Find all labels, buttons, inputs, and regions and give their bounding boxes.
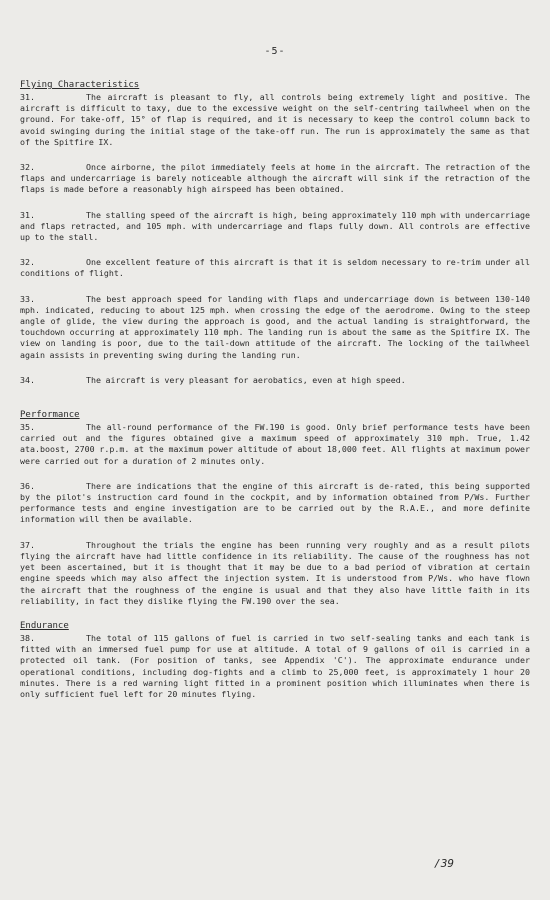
paragraph	[20, 375, 530, 386]
paragraph-text: The all-round performance of the FW.190 is good. Only brief performance tests have been carried out and the figures obtained give a maximum speed of approximately 310 mph. True, 1.42 ata.boost, 2700 r.p.m. at the maximum power altitude of about 18,000 feet. All flights at maximum power were carried out for a duration of 2 minutes only.	[20, 422, 530, 466]
paragraph-number: 37.	[20, 539, 35, 550]
paragraph-number: 31.	[20, 92, 35, 102]
section-heading: Performance	[20, 410, 80, 421]
paragraph-number: 38.	[20, 632, 35, 643]
paragraph-number: 35.	[20, 422, 35, 433]
paragraph-text: The total of 115 gallons of fuel is carried in two self-sealing tanks and each tank is fitted with an immersed fuel pump for use at altitude. A total of 9 gallons of oil is carried in a protected oil tank. (For position of tanks, see Appendix 'C'). The approximate endurance under operational conditions, including dog-fights and a climb to 25,000 feet, is approximately 1 hour 20 minutes. There is a red warning light fitted in a prominent position which illuminates when there is only sufficient fuel left for 20 minutes flying.	[20, 632, 530, 699]
paragraph-text: The best approach speed for landing with flaps and undercarriage down is between 130-140 mph. indicated, reducing to about 125 mph. when crossing the edge of the aerodrome. Owing to the steep angle of glide, the view during the approach is good, and the actual landing is straightforward, the touchdown occurring at approximately 110 mph. The landing run is about the same as the Spitfire IX. The view on landing is poor, due to the tail-down attitude of the aircraft. The locking of the tailwheel again assists in preventing swing during the landing run.	[20, 293, 530, 360]
paragraph	[20, 294, 530, 361]
paragraph	[20, 540, 530, 607]
paragraph-text: The aircraft is very pleasant for aerobatics, even at high speed.	[86, 374, 406, 385]
paragraph	[20, 481, 530, 526]
section-heading: Flying Characteristics	[20, 80, 140, 90]
paragraph-number: 32.	[20, 162, 35, 173]
paragraph-text: Throughout the trials the engine has been running very roughly and as a result pilots flying the aircraft have had little confidence in its reliability. The cause of the roughness has not yet been ascertained, but it is thought that it may be due to a bad period of vibration at certain engine speeds which may also affect the injection system. It is understood from P/Ws. who have flown the aircraft that the roughness of the engine is usual and that they also have little faith in its reliability, in fact they dislike flying the FW.190 over the sea.	[20, 539, 530, 606]
document-body	[20, 80, 530, 714]
paragraph	[20, 210, 530, 244]
paragraph	[20, 162, 530, 196]
paragraph-text: One excellent feature of this aircraft is that it is seldom necessary to re-trim under all conditions of flight.	[20, 257, 530, 279]
page-continuation-mark: /39	[434, 857, 454, 870]
paragraph-number: 32.	[20, 257, 35, 268]
page-number: -5-	[264, 46, 286, 57]
paragraph-text: There are indications that the engine of this aircraft is de-rated, this being supported by the pilot's instruction card found in the cockpit, and by information obtained from P/Ws. Further performance tests and engine investigation are to be carried out by the R.A.E., and more definite information will then be available.	[20, 480, 530, 525]
paragraph-number: 36.	[20, 480, 35, 491]
paragraph-number: 33.	[20, 293, 35, 304]
paragraph	[20, 92, 530, 148]
paragraph-text: The aircraft is pleasant to fly, all controls being extremely light and positive. The aircraft is difficult to taxy, due to the excessive weight on the self-centring tailwheel when on the ground. For take-off, 15° of flap is required, and it is necessary to keep the control column back to avoid swinging during the initial stage of the take-off run. The run is approximately the same as that of the Spitfire IX.	[20, 92, 530, 147]
paragraph-text: The stalling speed of the aircraft is high, being approximately 110 mph with undercarriage and flaps retracted, and 105 mph. with undercarriage and flaps fully down. All controls are effective up to the stall.	[20, 209, 530, 243]
paragraph-number: 31.	[20, 209, 35, 220]
paragraph-text: Once airborne, the pilot immediately feels at home in the aircraft. The retraction of the flaps and undercarriage is barely noticeable although the aircraft will sink if the retraction of the flaps is made before a reasonably high airspeed has been obtained.	[20, 162, 530, 195]
paragraph	[20, 422, 530, 467]
paragraph	[20, 257, 530, 279]
section-heading: Endurance	[20, 620, 69, 631]
paragraph-number: 34.	[20, 374, 35, 385]
paragraph	[20, 633, 530, 700]
